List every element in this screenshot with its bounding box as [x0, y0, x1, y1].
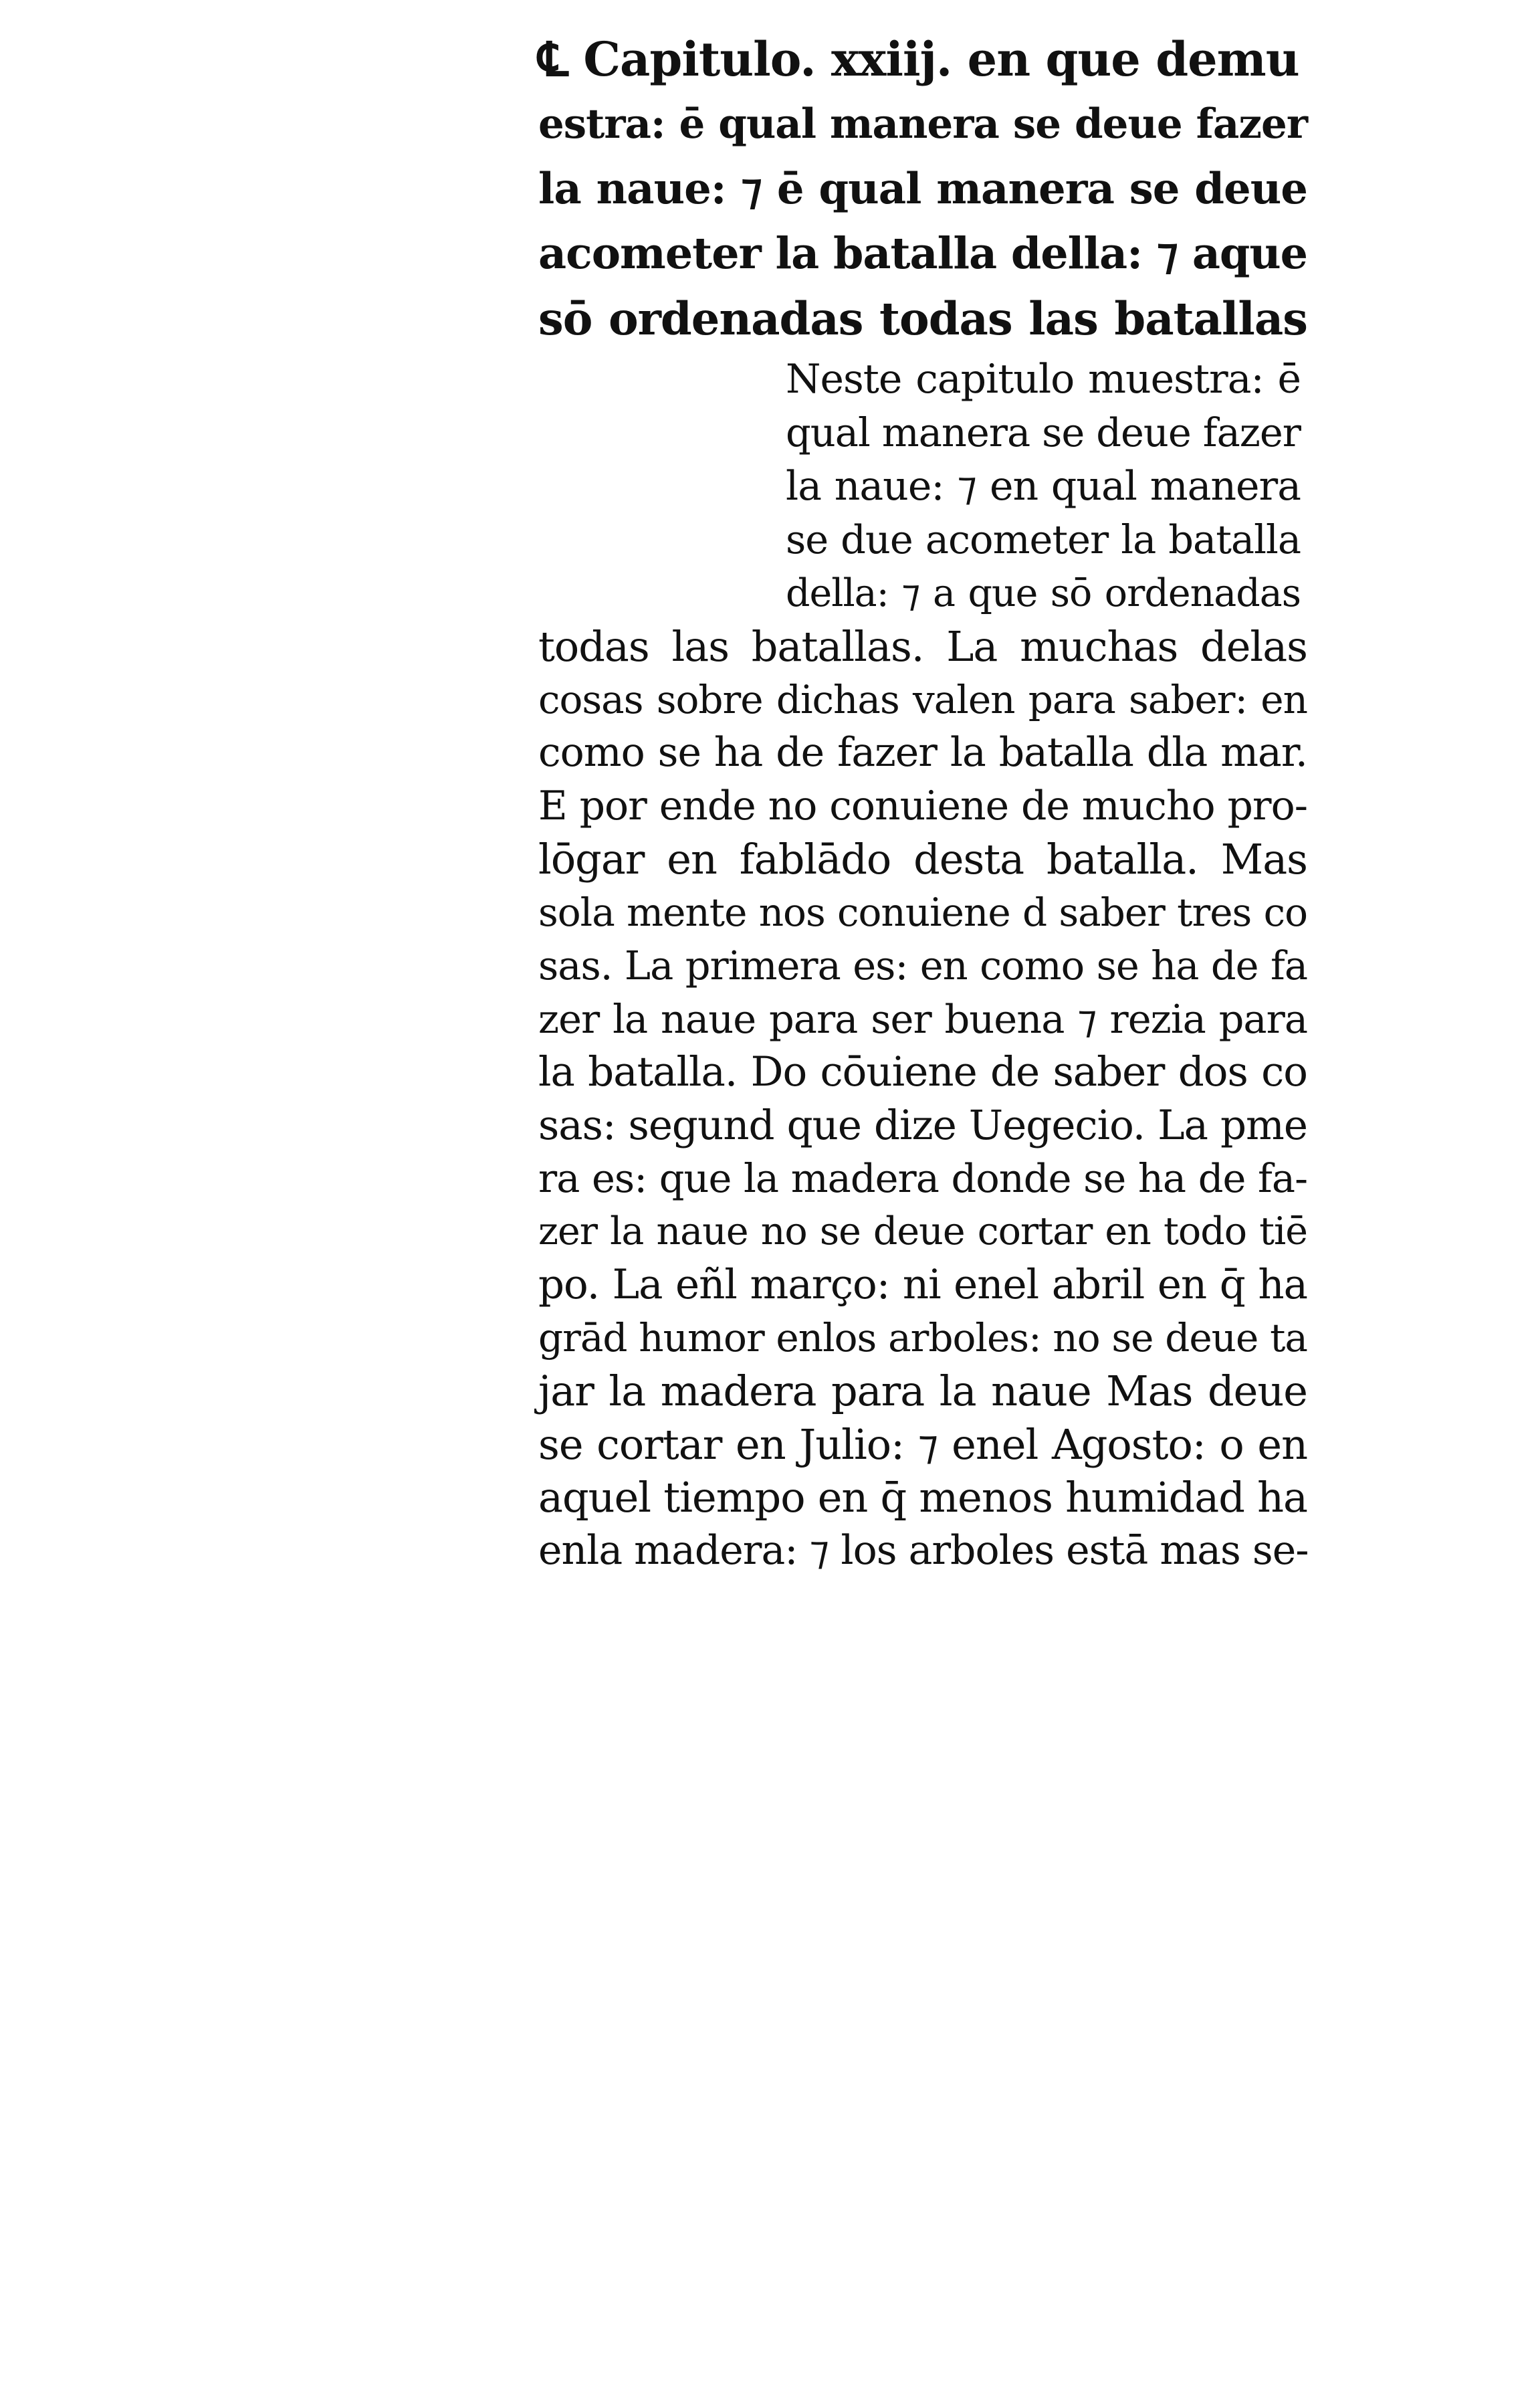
heading-line: sō ordenadas todas las batallas [538, 292, 1307, 345]
body-line: sas. La primera es: en como se ha de fa [538, 942, 1307, 989]
body-line: enla madera: ⁊ los arboles estā mas se- [538, 1526, 1309, 1574]
body-line: zer la naue no se deue cortar en todo tiē [538, 1209, 1307, 1253]
body-line: cosas sobre dichas valen para saber: en [538, 676, 1307, 722]
body-line: ra es: que la madera donde se ha de fa- [538, 1155, 1307, 1201]
body-line: todas las batallas. La muchas delas [538, 622, 1307, 671]
chapter-summary [538, 353, 1307, 620]
summary-line: se due acometer la batalla [786, 516, 1301, 563]
body-line: la batalla. Do cōuiene de saber dos co [538, 1048, 1307, 1096]
summary-line: della: ⁊ a que sō ordenadas [786, 571, 1301, 615]
summary-line: qual manera se deue fazer [786, 409, 1301, 456]
body-line: aquel tiempo en q̄ menos humidad ha [538, 1473, 1307, 1522]
text-column [538, 27, 1307, 1577]
body-paragraph [538, 620, 1307, 1577]
body-line: E por ende no conuiene de mucho pro- [538, 782, 1307, 829]
body-line: sola mente nos conuiene d saber tres co [538, 889, 1307, 935]
body-line: jar la madera para la naue Mas deue [538, 1367, 1307, 1415]
chapter-heading [538, 27, 1307, 351]
body-line: se cortar en Julio: ⁊ enel Agosto: o en [538, 1419, 1307, 1469]
body-line: sas: segund que dize Uegecio. La pme [538, 1101, 1307, 1149]
heading-line: estra: ē qual manera se deue fazer [538, 100, 1307, 148]
summary-line: la naue: ⁊ en qual manera [786, 463, 1301, 510]
heading-line: ℄ Capitulo. xxiij. en que demu [538, 31, 1299, 87]
body-line: como se ha de fazer la batalla dla mar. [538, 729, 1307, 776]
summary-line: Neste capitulo muestra: ē [786, 356, 1301, 403]
body-line: zer la naue para ser buena ⁊ rezia para [538, 995, 1307, 1042]
heading-line: la naue: ⁊ ē qual manera se deue [538, 164, 1307, 214]
heading-line: acometer la batalla della: ⁊ aque [538, 228, 1307, 279]
body-line: po. La eñl março: ni enel abril en q̄ ha [538, 1261, 1307, 1308]
body-line: lōgar en fablādo desta batalla. Mas [538, 835, 1307, 884]
body-line: grād humor enlos arboles: no se deue ta [538, 1314, 1307, 1361]
